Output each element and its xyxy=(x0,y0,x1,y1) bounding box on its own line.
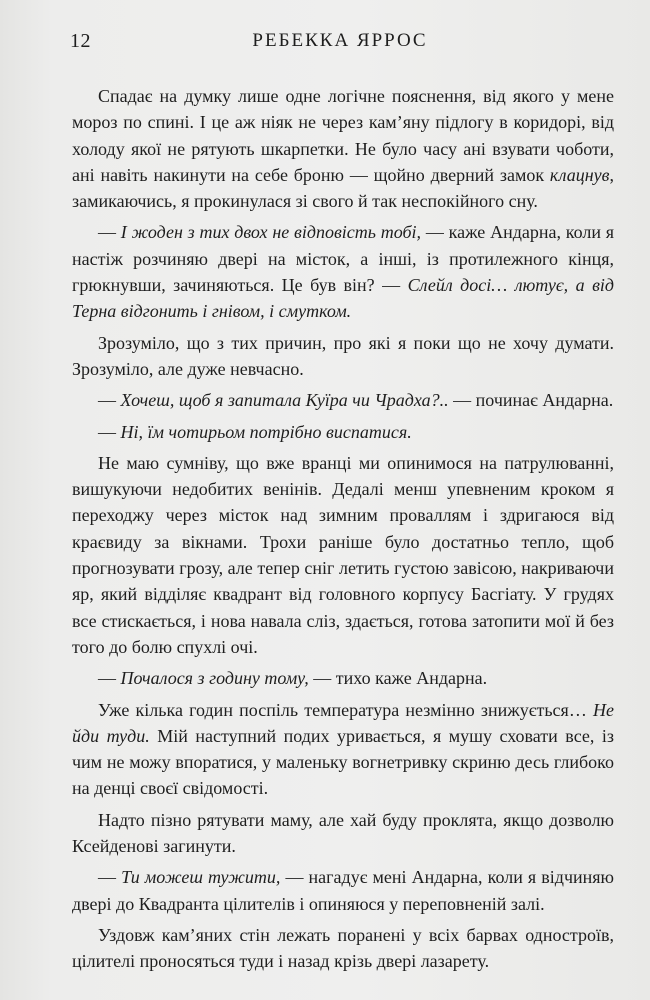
italic-text: І жоден з тих двох не відповість тобі, xyxy=(120,222,422,243)
text-run: Не маю сумніву, що вже вранці ми опинимося на патрулюванні, вишукуючи недобитих венінів. Дедалі менш упевненим кроком я переходжу через місток над зимним проваллям і здригаюся від краєвиду за вікнами. Трохи раніше було достатньо тепло, щоб прогнозувати грозу, але тепер сніг летить густою завісою, накриваючи яр, який відділяє квадрант від головного корпусу Басгіату. У грудях все стискається, і нова навала сліз, здається, готова затопити мої й без того до болю спухлі очі. xyxy=(72,452,614,657)
italic-text: Не йди туди. xyxy=(72,699,614,746)
paragraph xyxy=(72,387,614,413)
text-run: — xyxy=(98,390,121,411)
body-text xyxy=(72,83,614,980)
text-run: — xyxy=(98,421,121,442)
italic-text: Ні, їм чотирьом потрібно виспатися. xyxy=(120,421,412,442)
paragraph xyxy=(72,665,614,691)
text-run: Зрозуміло, що з тих причин, про які я поки що не хочу думати. Зрозуміло, але дуже невчасно. xyxy=(72,332,614,379)
paragraph xyxy=(72,450,614,660)
italic-text: Ти можеш тужити, xyxy=(121,867,281,888)
running-head: РЕБЕККА ЯРРОС xyxy=(252,30,428,51)
text-run: Уздовж кам’яних стін лежать поранені у всіх барвах одностроїв, цілителі проносяться туди і назад крізь двері лазарету. xyxy=(72,924,614,972)
text-run: Мій наступний подих уривається, я мушу сховати все, із чим не можу впоратися, у маленьку вогнетривку скриню десь глибоко на денці своєї свідомості. xyxy=(72,725,614,799)
text-run: — тихо каже Андарна. xyxy=(308,668,488,689)
text-run: Надто пізно рятувати маму, але хай буду проклята, якщо дозволю Ксейденові загинути. xyxy=(72,809,614,857)
text-run: , замикаючись, я прокинулася зі свого й так неспокійного сну. xyxy=(72,164,614,212)
text-run: — нагадує мені Андарна, коли я відчиняю двері до Квадранта цілителів і опиняюся у переповненій залі. xyxy=(72,867,615,914)
paragraph xyxy=(72,330,614,383)
page-header xyxy=(70,30,610,58)
paragraph xyxy=(72,697,614,802)
paragraph xyxy=(72,419,614,445)
paragraph xyxy=(72,83,614,214)
paragraph xyxy=(72,922,614,975)
text-run: Уже кілька годин поспіль температура незмінно знижується… xyxy=(98,699,593,720)
italic-text: Слейл досі… лютує, а від Терна відгонить і гнівом, і смутком. xyxy=(72,275,615,322)
text-run: Спадає на думку лише одне логічне пояснення, від якого у мене мороз по спині. І це аж ніяк не через кам’яну підлогу в коридорі, від холоду якої не рятують шкарпетки. Не було часу ані взувати чоботи, ані навіть накинути на себе броню — щойно дверний замок xyxy=(72,86,614,185)
italic-text: клацнув xyxy=(549,164,610,185)
text-run: — xyxy=(98,222,121,243)
text-run: — xyxy=(98,867,122,888)
text-run: — починає Андарна. xyxy=(448,390,614,411)
text-run: — xyxy=(98,668,121,689)
paragraph xyxy=(72,807,614,860)
page-number: 12 xyxy=(70,30,91,52)
italic-text: Почалося з годину тому, xyxy=(120,668,309,689)
paragraph xyxy=(72,864,614,917)
italic-text: Хочеш, щоб я запитала Куїра чи Чрадха?.. xyxy=(120,390,449,411)
paragraph xyxy=(72,219,614,324)
text-run: — каже Андарна, коли я настіж розчиняю двері на місток, а інші, із протилежного кінця, грюкнувши, зачиняються. Це був він? — xyxy=(72,222,615,296)
